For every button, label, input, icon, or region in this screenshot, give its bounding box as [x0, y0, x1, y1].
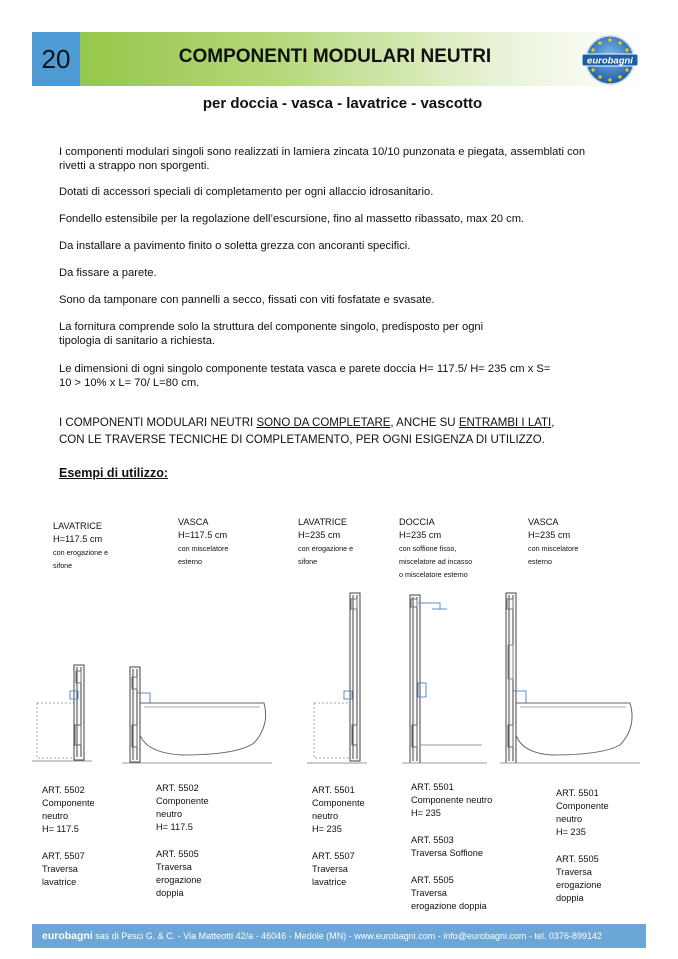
article-line: Traversa [42, 864, 78, 874]
technical-drawings [32, 585, 646, 765]
notice-line-1 [59, 414, 619, 432]
drawing-lavatrice-117 [32, 665, 92, 761]
page-subtitle: per doccia - vasca - lavatrice - vascotto [202, 95, 483, 112]
example-dimension: H=235 cm [298, 530, 341, 540]
examples-heading: Esempi di utilizzo: [59, 466, 169, 480]
paragraph: Le dimensioni di ogni singolo componente testata vasca e parete doccia H= 117.5/ H= 235 cm x S= 10 > 10% x L= 70/ L=80 cm. [59, 363, 551, 389]
drawing-vasca-235 [500, 593, 640, 763]
article-line: ART. 5507 [42, 851, 85, 861]
article-line: ART. 5505 [411, 875, 454, 885]
article-line: neutro [312, 811, 339, 821]
article-list [156, 782, 209, 900]
example-desc: esterno [178, 557, 202, 566]
notice-text: , ANCHE SU [390, 417, 459, 429]
example-desc: con miscelatore [178, 544, 229, 553]
example-desc: con soffione fisso, [399, 544, 457, 553]
article-line: neutro [42, 811, 69, 821]
article-list [312, 784, 365, 889]
drawing-vasca-117 [122, 667, 272, 763]
example-name: VASCA [178, 517, 209, 527]
article-line: Traversa [411, 888, 447, 898]
paragraph: Da fissare a parete. [59, 267, 157, 279]
article-line: Componente [156, 796, 209, 806]
article-line: erogazione [156, 875, 202, 885]
article-line: erogazione doppia [411, 901, 487, 911]
example-name: DOCCIA [399, 517, 435, 527]
example-dimension: H=235 cm [528, 530, 571, 540]
notice-line-2: CON LE TRAVERSE TECNICHE DI COMPLETAMENTO, PER OGNI ESIGENZA DI UTILIZZO. [59, 434, 545, 446]
example-desc: con erogazione e [53, 548, 109, 557]
drawing-doccia-235 [402, 595, 487, 763]
paragraph: I componenti modulari singoli sono realizzati in lamiera zincata 10/10 punzonata e piegata, assemblati con rivetti a strappo non sporgenti. [59, 146, 586, 172]
article-line: neutro [156, 809, 183, 819]
article-line: H= 117.5 [42, 824, 79, 834]
example-desc: sifone [53, 561, 73, 570]
paragraph: Dotati di accessori speciali di completamento per ogni allaccio idrosanitario. [59, 186, 434, 198]
article-list [411, 781, 492, 913]
paragraph: Sono da tamponare con pannelli a secco, fissati con viti fosfatate e svasate. [59, 294, 435, 306]
example-desc: o miscelatore esterno [399, 570, 468, 579]
article-line: Traversa [312, 864, 348, 874]
example-name: LAVATRICE [53, 521, 103, 531]
article-line: H= 235 [312, 824, 342, 834]
article-line: ART. 5507 [312, 851, 355, 861]
paragraph: Da installare a pavimento finito o soletta grezza con ancoranti specifici. [59, 240, 411, 252]
article-line: Componente [312, 798, 365, 808]
footer-bar [32, 924, 646, 948]
article-list [42, 784, 95, 889]
article-line: ART. 5503 [411, 835, 454, 845]
article-line: H= 235 [411, 808, 441, 818]
footer-brand: eurobagni [42, 930, 93, 942]
example-desc: con erogazione e [298, 544, 354, 553]
paragraph: Fondello estensibile per la regolazione dell’escursione, fino al massetto ribassato, max 20 cm. [59, 213, 525, 225]
example-label [528, 516, 578, 568]
paragraph: La fornitura comprende solo la struttura del componente singolo, predisposto per ogni tipologia di sanitario a richiesta. [59, 321, 484, 347]
example-desc: sifone [298, 557, 318, 566]
article-line: H= 117.5 [156, 822, 193, 832]
notice-underlined: ENTRAMBI I LATI [458, 417, 552, 429]
example-dimension: H=235 cm [399, 530, 442, 540]
logo-text: eurobagni [587, 55, 633, 67]
notice-text: , [551, 417, 555, 429]
article-line: ART. 5505 [156, 849, 199, 859]
footer-contact: sas di Pesci G. & C. - Via Matteotti 42/a - 46046 - Medole (MN) - www.eurobagni.com - info@eurobagni.com - tel. 0376-899142 [92, 931, 602, 941]
article-line: erogazione [556, 880, 602, 890]
article-line: Componente [556, 801, 609, 811]
article-line: doppia [156, 888, 184, 898]
example-desc: con miscelatore [528, 544, 579, 553]
article-line: Traversa [556, 867, 592, 877]
example-label [298, 516, 353, 568]
article-line: ART. 5501 [312, 785, 355, 795]
article-line: ART. 5501 [556, 788, 599, 798]
article-line: doppia [556, 893, 584, 903]
article-list [556, 787, 609, 905]
article-line: Traversa Soffione [411, 848, 484, 858]
example-label [53, 520, 108, 572]
notice-text: I COMPONENTI MODULARI NEUTRI [59, 417, 257, 429]
eurobagni-logo [580, 34, 640, 86]
page-title: COMPONENTI MODULARI NEUTRI [178, 46, 492, 67]
article-line: ART. 5502 [42, 785, 85, 795]
article-line: ART. 5505 [556, 854, 599, 864]
drawing-lavatrice-235 [307, 593, 367, 763]
article-line: lavatrice [312, 877, 347, 887]
example-desc: miscelatore ad incasso [399, 557, 473, 566]
article-line: H= 235 [556, 827, 586, 837]
article-line: ART. 5501 [411, 782, 454, 792]
article-line: lavatrice [42, 877, 77, 887]
example-dimension: H=117.5 cm [178, 530, 228, 540]
example-label [178, 516, 228, 568]
example-name: VASCA [528, 517, 559, 527]
example-dimension: H=117.5 cm [53, 534, 103, 544]
example-label [399, 516, 472, 581]
article-line: Traversa [156, 862, 192, 872]
page-number: 20 [32, 32, 80, 86]
example-desc: esterno [528, 557, 552, 566]
article-line: Componente neutro [411, 795, 493, 805]
example-name: LAVATRICE [298, 517, 348, 527]
article-line: ART. 5502 [156, 783, 199, 793]
article-line: neutro [556, 814, 583, 824]
notice-underlined: SONO DA COMPLETARE [256, 417, 391, 429]
article-line: Componente [42, 798, 95, 808]
